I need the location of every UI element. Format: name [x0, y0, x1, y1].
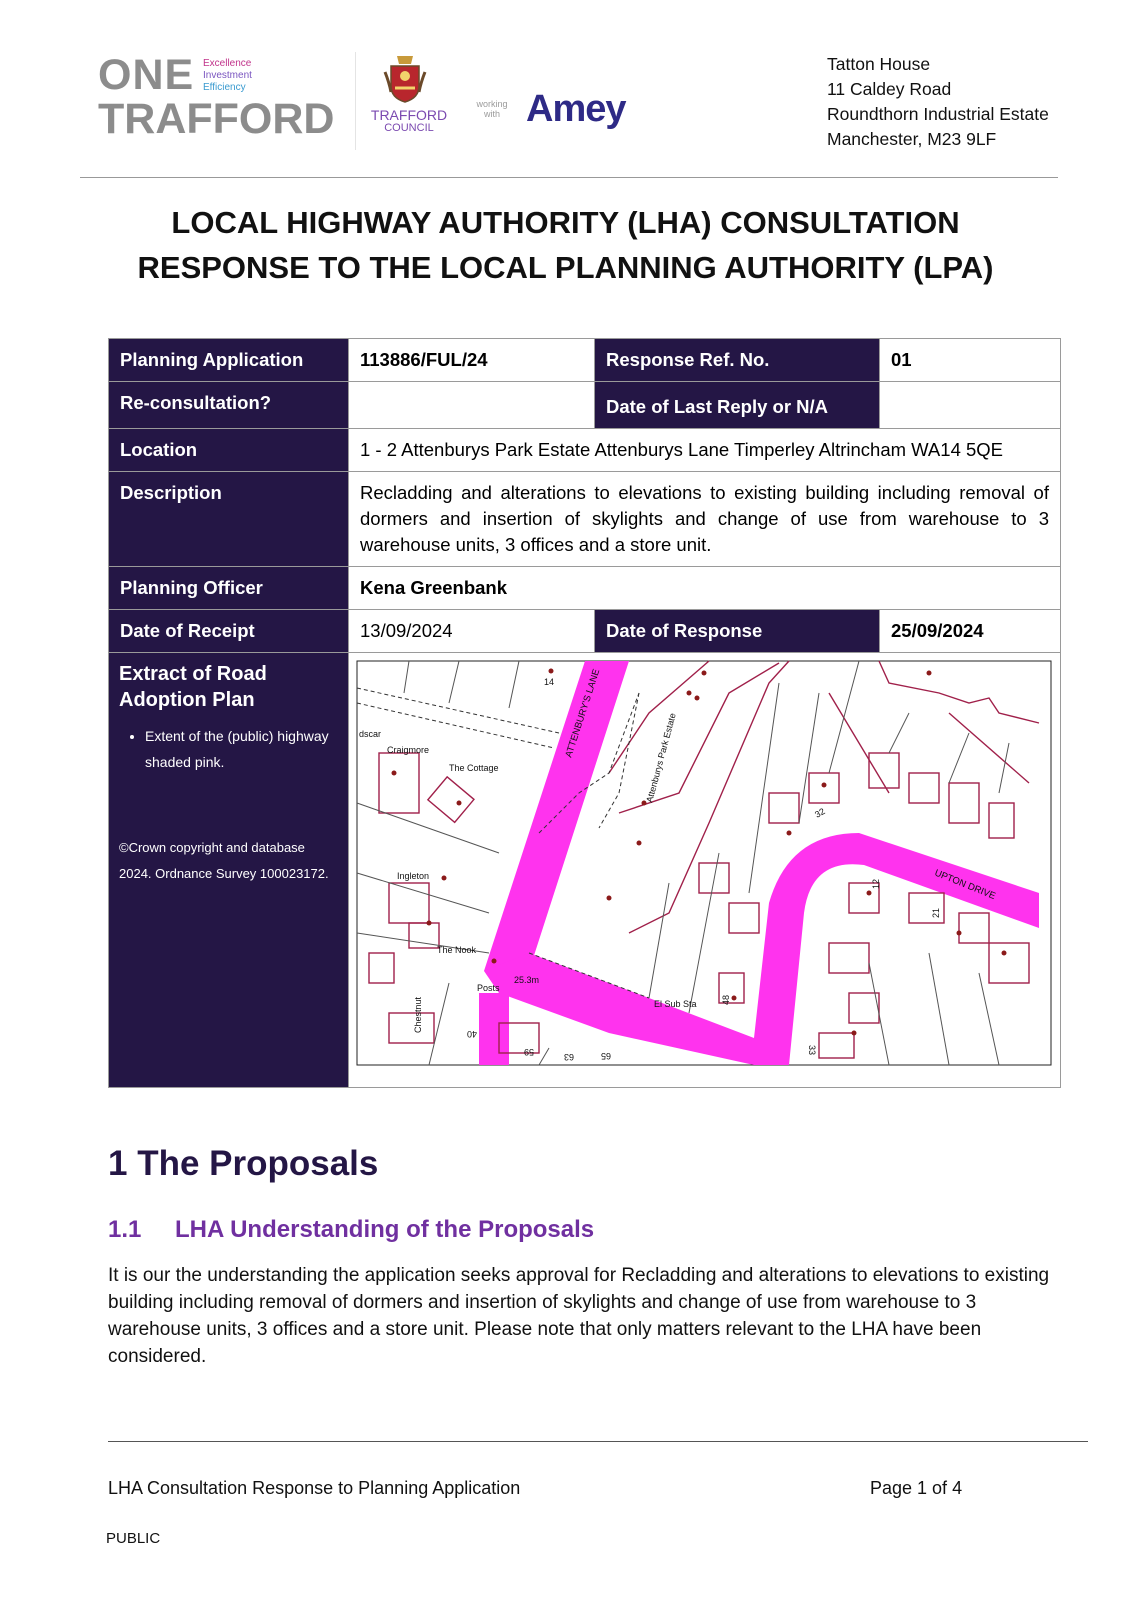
tagline-excellence: Excellence — [203, 58, 252, 69]
map-copyright — [119, 835, 338, 887]
logo-trafford-text: TRAFFORD — [98, 95, 335, 143]
footer-document-name: LHA Consultation Response to Planning Application — [108, 1478, 521, 1498]
subsection-title: LHA Understanding of the Proposals — [175, 1216, 595, 1243]
map-label-attenburys-lane: ATTENBURY'S LANE — [563, 667, 603, 759]
map-label-posts: Posts — [477, 983, 500, 993]
reconsultation-value — [349, 382, 595, 429]
map-label-the-nook: The Nook — [437, 945, 477, 955]
section-heading: 1 The Proposals — [108, 1144, 379, 1183]
map-copyright-line: ©Crown copyright and database — [119, 840, 305, 855]
response-ref-label: Response Ref. No. — [595, 339, 880, 382]
map-title — [119, 661, 338, 713]
title-line-1: LOCAL HIGHWAY AUTHORITY (LHA) CONSULTATION — [171, 205, 960, 240]
table-row — [109, 429, 1061, 472]
last-reply-value — [880, 382, 1061, 429]
office-address — [827, 52, 1049, 152]
planning-application-value: 113886/FUL/24 — [349, 339, 595, 382]
date-of-receipt-label: Date of Receipt — [109, 610, 349, 653]
map-title-line: Extract of Road — [119, 663, 267, 685]
map-legend-line: Extent of the (public) highway — [145, 728, 329, 744]
map-legend-line: shaded pink. — [145, 754, 225, 770]
council-crest-icon — [383, 52, 427, 104]
map-inner — [357, 661, 1051, 1065]
map-label-house-63: 63 — [563, 1052, 574, 1062]
map-label-house-40: 40 — [466, 1029, 477, 1039]
partner-logo: Amey — [526, 88, 626, 130]
footer-page-number: Page 1 of 4 — [870, 1478, 963, 1498]
working-with-text: working with — [476, 99, 508, 119]
address-line: Tatton House — [827, 54, 931, 74]
location-label: Location — [109, 429, 349, 472]
title-line-2: RESPONSE TO THE LOCAL PLANNING AUTHORITY (LPA) — [137, 250, 994, 285]
map-label-house-14: 14 — [544, 677, 555, 687]
council-name: TRAFFORD — [370, 107, 448, 123]
map-label-attenburys-park-estate: Attenburys Park Estate — [644, 712, 678, 804]
response-ref-value: 01 — [880, 339, 1061, 382]
map-legend-item — [145, 723, 338, 775]
date-of-receipt-value: 13/09/2024 — [349, 610, 595, 653]
address-line: 11 Caldey Road — [827, 79, 952, 99]
table-row — [109, 339, 1061, 382]
description-value: Recladding and alterations to elevations to existing building including removal of dormers and insertion of skylights and change of use from warehouse to 3 warehouse units, 3 offices and a store unit. — [349, 472, 1061, 567]
road-adoption-map-cell — [349, 653, 1061, 1088]
map-label-the-cottage: The Cottage — [449, 763, 499, 773]
map-legend — [119, 723, 338, 775]
subsection-heading — [108, 1216, 594, 1244]
map-label-chestnut: Chestnut — [413, 996, 423, 1033]
road-adoption-map — [349, 653, 1059, 1087]
description-label: Description — [109, 472, 349, 567]
table-row — [109, 610, 1061, 653]
classification-label: PUBLIC — [106, 1530, 161, 1547]
footer-divider — [108, 1441, 1088, 1442]
subsection-number: 1.1 — [108, 1216, 142, 1243]
planning-officer-value: Kena Greenbank — [349, 567, 1061, 610]
table-row — [109, 567, 1061, 610]
address-line: Roundthorn Industrial Estate — [827, 104, 1049, 124]
council-sub: COUNCIL — [384, 122, 434, 134]
application-info-table — [108, 338, 1061, 1088]
logo-divider — [355, 52, 356, 150]
last-reply-label: Date of Last Reply or N/A — [595, 382, 880, 429]
tagline-investment: Investment — [203, 70, 252, 81]
table-row — [109, 472, 1061, 567]
map-label-dscar: dscar — [359, 729, 382, 739]
logo-tagline — [203, 58, 252, 94]
header-divider — [80, 177, 1058, 178]
document-title — [0, 200, 1131, 290]
logo-one-text: ONE — [98, 51, 195, 99]
location-value: 1 - 2 Attenburys Park Estate Attenburys Lane Timperley Altrincham WA14 5QE — [349, 429, 1061, 472]
map-label-upton-drive: UPTON DRIVE — [932, 867, 998, 903]
reconsultation-label: Re-consultation? — [109, 382, 349, 429]
map-label-house-12: 12 — [871, 878, 881, 889]
map-label-house-48: 48 — [721, 994, 731, 1005]
table-row — [109, 382, 1061, 429]
map-label-elevation: 25.3m — [514, 975, 540, 985]
map-label-house-65: 65 — [600, 1051, 611, 1061]
address-line: Manchester, M23 9LF — [827, 129, 997, 149]
map-label-ingleton: Ingleton — [397, 871, 430, 881]
map-label-house-59: 59 — [523, 1047, 534, 1057]
planning-officer-label: Planning Officer — [109, 567, 349, 610]
map-title-line: Adoption Plan — [119, 689, 255, 711]
map-label-house-33: 33 — [807, 1045, 817, 1056]
planning-application-label: Planning Application — [109, 339, 349, 382]
date-of-response-value: 25/09/2024 — [880, 610, 1061, 653]
date-of-response-label: Date of Response — [595, 610, 880, 653]
table-row — [109, 653, 1061, 1088]
map-label-house-21: 21 — [931, 907, 941, 918]
road-adoption-plan-label — [109, 653, 349, 1088]
proposal-paragraph: It is our the understanding the application seeks approval for Recladding and alterations to elevations to existing building including removal of dormers and insertion of skylights and change of use from warehouse to 3 warehouse units, 3 offices and a store unit. Please note that only matters relevant to the LHA have been considered. — [108, 1265, 1050, 1367]
map-label-craigmore: Craigmore — [387, 745, 430, 755]
map-label-house-32: 32 — [813, 806, 827, 820]
map-label-el-sub-sta: El Sub Sta — [654, 999, 697, 1009]
tagline-efficiency: Efficiency — [203, 82, 246, 93]
map-copyright-line: 2024. Ordnance Survey 100023172. — [119, 866, 329, 881]
